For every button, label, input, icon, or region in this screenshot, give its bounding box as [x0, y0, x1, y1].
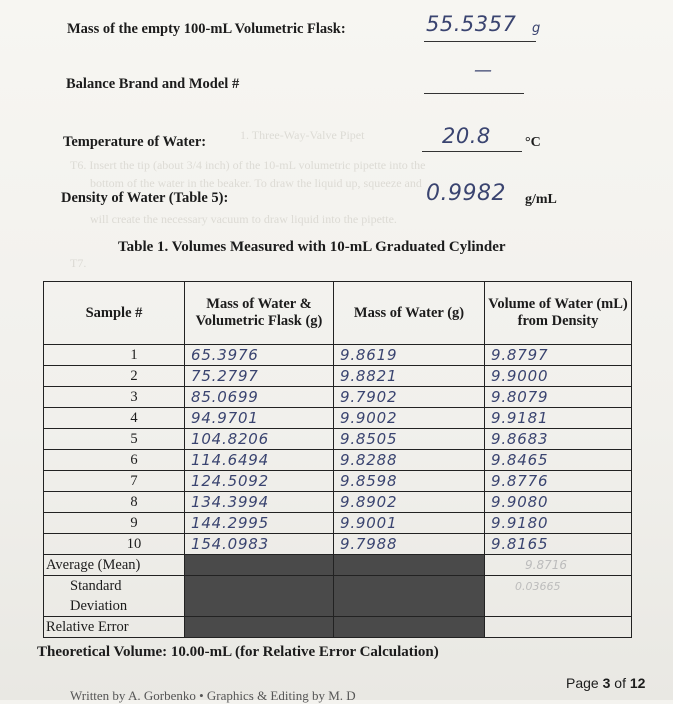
average-label: Average (Mean)	[44, 555, 185, 576]
sample-number: 3	[44, 387, 185, 408]
header-volume: Volume of Water (mL) from Density	[485, 282, 632, 345]
table-row	[44, 408, 632, 429]
average-value-cell	[485, 555, 632, 576]
density-value: 0.9982	[426, 181, 506, 206]
page-of: of	[614, 675, 626, 691]
mass-water-value: 9.8821	[334, 366, 485, 387]
shaded-cell	[185, 617, 334, 638]
mass-water-value: 9.7988	[334, 534, 485, 555]
table-row	[44, 366, 632, 387]
mass-water-value: 9.7902	[334, 387, 485, 408]
page-number: 3	[602, 675, 611, 691]
shaded-cell	[334, 617, 485, 638]
theoretical-volume-note: Theoretical Volume: 10.00-mL (for Relative Error Calculation)	[37, 644, 439, 660]
average-row	[44, 555, 632, 576]
std-label-2: Deviation	[44, 596, 185, 617]
shaded-cell	[334, 555, 485, 576]
mass-flask-value: 85.0699	[185, 387, 334, 408]
volume-value: 9.9000	[485, 366, 632, 387]
table-header-row	[44, 282, 632, 345]
volume-value: 9.9181	[485, 408, 632, 429]
mass-flask-value: 154.0983	[185, 534, 334, 555]
mass-flask-value: 134.3994	[185, 492, 334, 513]
balance-label: Balance Brand and Model #	[66, 76, 240, 92]
flask-mass-unit: g	[532, 21, 541, 36]
page-total: 12	[629, 675, 646, 691]
shaded-cell	[185, 555, 334, 576]
sample-number: 7	[44, 471, 185, 492]
relerr-label: Relative Error	[44, 617, 185, 638]
balance-value: —	[474, 60, 493, 81]
mass-water-value: 9.8619	[334, 345, 485, 366]
relative-error-row	[44, 617, 632, 638]
mass-flask-value: 114.6494	[185, 450, 334, 471]
shaded-cell	[185, 576, 334, 617]
table-row	[44, 471, 632, 492]
flask-mass-value: 55.5357	[426, 12, 517, 36]
table-row	[44, 513, 632, 534]
table-row	[44, 534, 632, 555]
mass-flask-value: 75.2797	[185, 366, 334, 387]
mass-water-value: 9.8505	[334, 429, 485, 450]
sample-number: 5	[44, 429, 185, 450]
mass-flask-value: 94.9701	[185, 408, 334, 429]
density-label: Density of Water (Table 5):	[61, 190, 229, 206]
table-row	[44, 450, 632, 471]
show-through-text: 1. Three-Way-Valve Pipet	[240, 128, 365, 142]
volume-value: 9.9080	[485, 492, 632, 513]
std-value-cell	[485, 576, 632, 617]
table-caption: Table 1. Volumes Measured with 10-mL Graduated Cylinder	[118, 239, 506, 255]
mass-water-value: 9.9002	[334, 408, 485, 429]
mass-flask-value: 65.3976	[185, 345, 334, 366]
mass-water-value: 9.8598	[334, 471, 485, 492]
volume-value: 9.8776	[485, 471, 632, 492]
std-row-1	[44, 576, 632, 597]
mass-water-value: 9.8288	[334, 450, 485, 471]
mass-flask-value: 104.8206	[185, 429, 334, 450]
show-through-text: will create the necessary vacuum to draw liquid into the pipette.	[90, 212, 397, 226]
sample-number: 4	[44, 408, 185, 429]
flask-mass-underline	[424, 41, 536, 42]
sample-number: 8	[44, 492, 185, 513]
std-label-1: Standard	[44, 576, 185, 597]
density-unit: g/mL	[525, 192, 557, 207]
average-value: 9.8716	[525, 558, 567, 572]
mass-water-value: 9.9001	[334, 513, 485, 534]
table-row	[44, 387, 632, 408]
volumes-table	[43, 281, 632, 638]
mass-flask-value: 144.2995	[185, 513, 334, 534]
relerr-value-cell	[485, 617, 632, 638]
volume-value: 9.9180	[485, 513, 632, 534]
header-mass-flask: Mass of Water & Volumetric Flask (g)	[185, 282, 334, 345]
show-through-text: T7.	[70, 256, 87, 270]
sample-number: 6	[44, 450, 185, 471]
table-row	[44, 345, 632, 366]
show-through-text: bottom of the water in the beaker. To draw the liquid up, squeeze and	[90, 176, 422, 190]
volume-value: 9.8165	[485, 534, 632, 555]
footer-credit: Written by A. Gorbenko • Graphics & Editing by M. D	[70, 688, 356, 703]
show-through-text: T6. Insert the tip (about 3/4 inch) of the 10-mL volumetric pipette into the	[70, 158, 426, 172]
sample-number: 2	[44, 366, 185, 387]
table-row	[44, 492, 632, 513]
temperature-underline	[422, 151, 522, 152]
volume-value: 9.8797	[485, 345, 632, 366]
volume-value: 9.8079	[485, 387, 632, 408]
volume-value: 9.8465	[485, 450, 632, 471]
mass-flask-value: 124.5092	[185, 471, 334, 492]
sample-number: 10	[44, 534, 185, 555]
temperature-value: 20.8	[442, 124, 491, 148]
shaded-cell	[334, 576, 485, 617]
volume-value: 9.8683	[485, 429, 632, 450]
std-value: 0.03665	[515, 580, 561, 593]
temperature-unit: °C	[525, 135, 541, 150]
page-label: Page	[566, 675, 599, 691]
sample-number: 1	[44, 345, 185, 366]
flask-mass-label: Mass of the empty 100-mL Volumetric Flask:	[67, 21, 346, 37]
sample-number: 9	[44, 513, 185, 534]
page-indicator	[566, 675, 645, 691]
temperature-label: Temperature of Water:	[63, 134, 207, 150]
table-row	[44, 429, 632, 450]
mass-water-value: 9.8902	[334, 492, 485, 513]
header-sample: Sample #	[44, 282, 185, 345]
header-mass-water: Mass of Water (g)	[334, 282, 485, 345]
balance-underline	[424, 93, 524, 94]
